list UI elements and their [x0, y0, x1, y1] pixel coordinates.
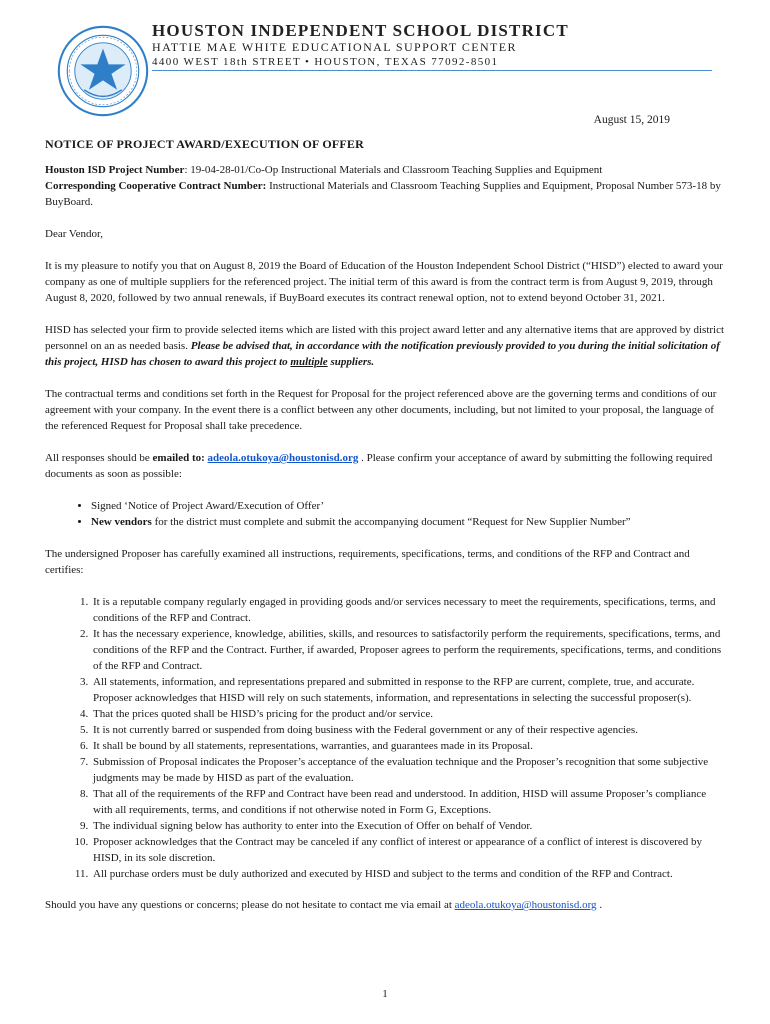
letter-body — [45, 136, 727, 929]
list-item: 5. It is not currently barred or suspended from doing business with the Federal government or any of their respective agencies. — [91, 722, 727, 738]
letter-date: August 15, 2019 — [593, 114, 670, 126]
required-documents-list — [45, 498, 727, 530]
paragraph-terms: The contractual terms and conditions set forth in the Request for Proposal for the project referenced above are the governing terms and conditions of our agreement with your company. In the event there is a conflict between any other documents, including, but not limited to your proposal, the language of the referenced Request for Proposal shall take precedence. — [45, 388, 717, 432]
paragraph-award: It is my pleasure to notify you that on August 8, 2019 the Board of Education of the Houston Independent School District (“HISD”) elected to award your company as one of multiple suppliers for the referenced project. The initial term of this award is from the contract term is from August 9, 2019, through August 8, 2020, followed by two annual renewals, if BuyBoard executes its contract renewal option, not to extend beyond October 31, 2021. — [45, 260, 723, 304]
paragraph-responses: All responses should be emailed to: adeola.otukoya@houstonisd.org . Please confirm your acceptance of award by submitting the following required documents as soon as possible: — [45, 452, 713, 480]
list-item: 2. It has the necessary experience, knowledge, abilities, skills, and resources to satisfactorily perform the requirements, specifications, terms, and conditions of the RFP and the Contract. Further, if awarded, Proposer agrees to perform the requirements, specifications, terms, and conditions of the RFP and Contract. — [91, 626, 727, 674]
project-info — [45, 162, 727, 210]
hisd-seal-icon — [56, 24, 150, 118]
certification-list — [45, 594, 727, 882]
list-item: 8. That all of the requirements of the RFP and Contract have been read and understood. In addition, HISD will assume Proposer’s compliance with all requirements, terms, and conditions if not otherwise noted in Form G, Exceptions. — [91, 786, 727, 818]
district-address: 4400 WEST 18th STREET • HOUSTON, TEXAS 77092-8501 — [152, 56, 499, 68]
project-number-label: Houston ISD Project Number — [45, 164, 185, 176]
list-item: 3. All statements, information, and representations prepared and submitted in response to the RFP are current, complete, true, and accurate. Proposer acknowledges that HISD will rely on such statements, information, and representations in selecting the successful proposer(s). — [91, 674, 727, 706]
paragraph-selection: HISD has selected your firm to provide selected items which are listed with this project award letter and any alternative items that are approved by district personnel on an as needed basis. Please be advised that, in accordance with the notification previously provided to you during the initial solicitation of this project, HISD has chosen to award this project to multiple suppliers. — [45, 324, 725, 368]
list-item: 4. That the prices quoted shall be HISD’s pricing for the product and/or service. — [91, 706, 727, 722]
page-title: NOTICE OF PROJECT AWARD/EXECUTION OF OFFER — [45, 137, 364, 151]
letterhead-rule — [152, 70, 712, 71]
district-name: HOUSTON INDEPENDENT SCHOOL DISTRICT — [152, 21, 569, 40]
list-item: 1. It is a reputable company regularly engaged in providing goods and/or services necessary to meet the requirements, specifications, terms, and conditions of the RFP and Contract. — [91, 594, 727, 626]
salutation: Dear Vendor, — [45, 228, 104, 240]
letterhead — [152, 22, 569, 70]
contract-number-value: Instructional Materials and Classroom Teaching Supplies and Equipment, Proposal Number 573-18 by BuyBoard. — [45, 180, 721, 208]
list-item: • New vendors for the district must complete and submit the accompanying document “Request for New Supplier Number” — [91, 514, 727, 530]
email-link[interactable]: adeola.otukoya@houstonisd.org — [207, 452, 359, 464]
paragraph-certifies: The undersigned Proposer has carefully examined all instructions, requirements, specifications, terms, and conditions of the RFP and Contract and certifies: — [45, 548, 690, 576]
list-item: 11. All purchase orders must be duly authorized and executed by HISD and subject to the terms and condition of the RFP and Contract. — [91, 866, 727, 882]
paragraph-closing: Should you have any questions or concerns; please do not hesitate to contact me via email at adeola.otukoya@houstonisd.org . — [45, 899, 603, 911]
list-item: 10. Proposer acknowledges that the Contract may be canceled if any conflict of interest or appearance of a conflict of interest is discovered by HISD, in its sole discretion. — [91, 834, 727, 866]
contract-number-label: Corresponding Cooperative Contract Number: — [45, 180, 267, 192]
list-item: 7. Submission of Proposal indicates the Proposer’s acceptance of the evaluation technique and the Proposer’s recognition that some subjective judgments may be made by HISD as part of the evaluation. — [91, 754, 727, 786]
page-number: 1 — [382, 988, 388, 1000]
contact-email-link[interactable]: adeola.otukoya@houstonisd.org — [454, 899, 597, 911]
center-name: HATTIE MAE WHITE EDUCATIONAL SUPPORT CENTER — [152, 40, 517, 54]
list-item: 9. The individual signing below has authority to enter into the Execution of Offer on behalf of Vendor. — [91, 818, 727, 834]
list-item: 6. It shall be bound by all statements, representations, warranties, and guarantees made in its Proposal. — [91, 738, 727, 754]
project-number-value: : 19-04-28-01/Co-Op Instructional Materials and Classroom Teaching Supplies and Equipment — [184, 164, 603, 176]
list-item: • Signed ‘Notice of Project Award/Execution of Offer’ — [91, 498, 727, 514]
